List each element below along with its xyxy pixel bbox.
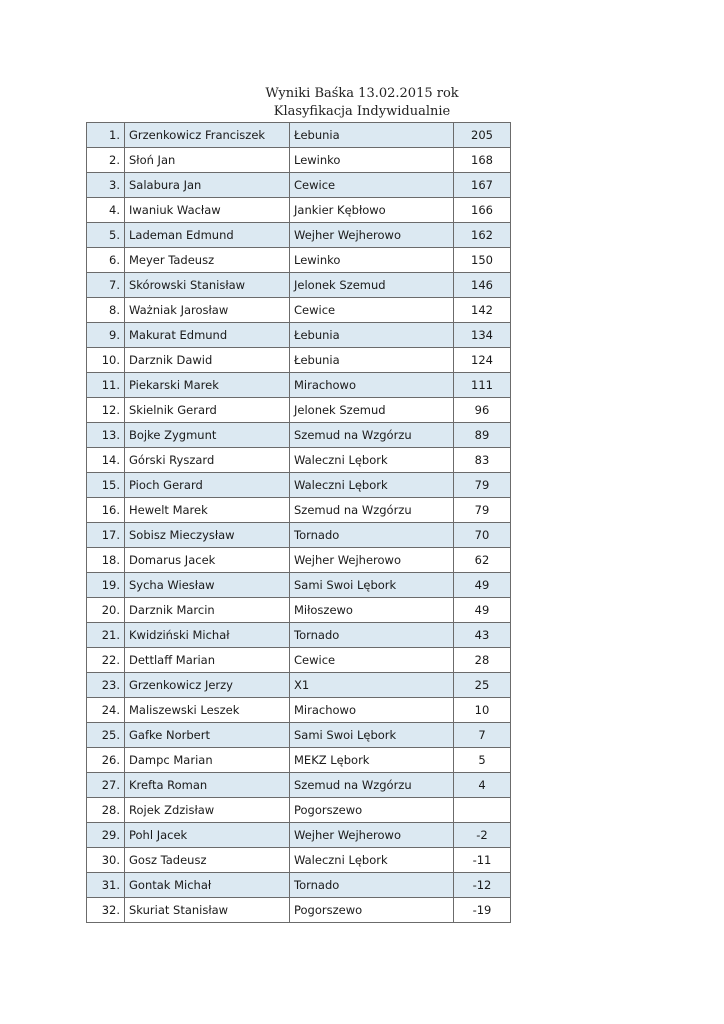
points-cell: 205: [454, 123, 511, 148]
results-table-body: [87, 123, 511, 923]
club-name-cell: MEKZ Lębork: [290, 748, 454, 773]
club-name-cell: Sami Swoi Lębork: [290, 723, 454, 748]
table-row: [87, 273, 511, 298]
points-cell: -2: [454, 823, 511, 848]
place-cell: 9.: [87, 323, 125, 348]
table-row: [87, 473, 511, 498]
club-name-cell: Jankier Kębłowo: [290, 198, 454, 223]
place-cell: 25.: [87, 723, 125, 748]
points-cell: 10: [454, 698, 511, 723]
competitor-name-cell: Hewelt Marek: [125, 498, 290, 523]
club-name-cell: Wejher Wejherowo: [290, 823, 454, 848]
table-row: [87, 623, 511, 648]
points-cell: 168: [454, 148, 511, 173]
points-cell: -12: [454, 873, 511, 898]
table-row: [87, 573, 511, 598]
table-row: [87, 773, 511, 798]
club-name-cell: Tornado: [290, 873, 454, 898]
table-row: [87, 198, 511, 223]
points-cell: 167: [454, 173, 511, 198]
competitor-name-cell: Skórowski Stanisław: [125, 273, 290, 298]
table-row: [87, 348, 511, 373]
points-cell: 166: [454, 198, 511, 223]
place-cell: 3.: [87, 173, 125, 198]
place-cell: 21.: [87, 623, 125, 648]
points-cell: 142: [454, 298, 511, 323]
points-cell: 96: [454, 398, 511, 423]
club-name-cell: Waleczni Lębork: [290, 848, 454, 873]
competitor-name-cell: Kwidziński Michał: [125, 623, 290, 648]
competitor-name-cell: Maliszewski Leszek: [125, 698, 290, 723]
points-cell: -11: [454, 848, 511, 873]
club-name-cell: Lewinko: [290, 248, 454, 273]
club-name-cell: Sami Swoi Lębork: [290, 573, 454, 598]
competitor-name-cell: Dettlaff Marian: [125, 648, 290, 673]
place-cell: 32.: [87, 898, 125, 923]
table-row: [87, 548, 511, 573]
club-name-cell: Szemud na Wzgórzu: [290, 423, 454, 448]
competitor-name-cell: Gontak Michał: [125, 873, 290, 898]
competitor-name-cell: Salabura Jan: [125, 173, 290, 198]
place-cell: 19.: [87, 573, 125, 598]
place-cell: 13.: [87, 423, 125, 448]
points-cell: 49: [454, 598, 511, 623]
table-row: [87, 648, 511, 673]
table-row: [87, 898, 511, 923]
table-row: [87, 498, 511, 523]
competitor-name-cell: Dampc Marian: [125, 748, 290, 773]
competitor-name-cell: Rojek Zdzisław: [125, 798, 290, 823]
competitor-name-cell: Darznik Dawid: [125, 348, 290, 373]
place-cell: 24.: [87, 698, 125, 723]
club-name-cell: Jelonek Szemud: [290, 273, 454, 298]
place-cell: 22.: [87, 648, 125, 673]
table-row: [87, 173, 511, 198]
competitor-name-cell: Górski Ryszard: [125, 448, 290, 473]
table-row: [87, 223, 511, 248]
points-cell: 79: [454, 473, 511, 498]
points-cell: 124: [454, 348, 511, 373]
competitor-name-cell: Meyer Tadeusz: [125, 248, 290, 273]
results-table: [86, 122, 511, 923]
competitor-name-cell: Iwaniuk Wacław: [125, 198, 290, 223]
points-cell: 70: [454, 523, 511, 548]
points-cell: 150: [454, 248, 511, 273]
club-name-cell: Jelonek Szemud: [290, 398, 454, 423]
table-row: [87, 148, 511, 173]
competitor-name-cell: Makurat Edmund: [125, 323, 290, 348]
club-name-cell: Łebunia: [290, 348, 454, 373]
club-name-cell: Mirachowo: [290, 373, 454, 398]
table-row: [87, 723, 511, 748]
table-row: [87, 673, 511, 698]
table-row: [87, 448, 511, 473]
club-name-cell: Lewinko: [290, 148, 454, 173]
document-subtitle: Klasyfikacja Indywidualnie: [273, 104, 451, 119]
place-cell: 23.: [87, 673, 125, 698]
points-cell: 79: [454, 498, 511, 523]
place-cell: 16.: [87, 498, 125, 523]
competitor-name-cell: Grzenkowicz Jerzy: [125, 673, 290, 698]
points-cell: [454, 798, 511, 823]
table-row: [87, 748, 511, 773]
place-cell: 28.: [87, 798, 125, 823]
place-cell: 20.: [87, 598, 125, 623]
club-name-cell: Wejher Wejherowo: [290, 548, 454, 573]
place-cell: 5.: [87, 223, 125, 248]
competitor-name-cell: Gafke Norbert: [125, 723, 290, 748]
competitor-name-cell: Lademan Edmund: [125, 223, 290, 248]
table-row: [87, 423, 511, 448]
club-name-cell: Waleczni Lębork: [290, 473, 454, 498]
table-row: [87, 848, 511, 873]
document-title: Wyniki Baśka 13.02.2015 rok: [265, 86, 459, 101]
table-row: [87, 798, 511, 823]
place-cell: 27.: [87, 773, 125, 798]
points-cell: 89: [454, 423, 511, 448]
points-cell: 62: [454, 548, 511, 573]
place-cell: 29.: [87, 823, 125, 848]
club-name-cell: Cewice: [290, 298, 454, 323]
points-cell: 28: [454, 648, 511, 673]
points-cell: 25: [454, 673, 511, 698]
club-name-cell: Pogorszewo: [290, 898, 454, 923]
competitor-name-cell: Darznik Marcin: [125, 598, 290, 623]
table-row: [87, 298, 511, 323]
competitor-name-cell: Ważniak Jarosław: [125, 298, 290, 323]
club-name-cell: Szemud na Wzgórzu: [290, 773, 454, 798]
place-cell: 7.: [87, 273, 125, 298]
competitor-name-cell: Gosz Tadeusz: [125, 848, 290, 873]
place-cell: 4.: [87, 198, 125, 223]
table-row: [87, 398, 511, 423]
place-cell: 18.: [87, 548, 125, 573]
table-row: [87, 598, 511, 623]
competitor-name-cell: Bojke Zygmunt: [125, 423, 290, 448]
table-row: [87, 373, 511, 398]
place-cell: 31.: [87, 873, 125, 898]
points-cell: 5: [454, 748, 511, 773]
club-name-cell: Pogorszewo: [290, 798, 454, 823]
table-row: [87, 698, 511, 723]
table-row: [87, 873, 511, 898]
club-name-cell: Szemud na Wzgórzu: [290, 498, 454, 523]
points-cell: 4: [454, 773, 511, 798]
competitor-name-cell: Pohl Jacek: [125, 823, 290, 848]
table-row: [87, 123, 511, 148]
club-name-cell: Tornado: [290, 623, 454, 648]
points-cell: 111: [454, 373, 511, 398]
points-cell: 49: [454, 573, 511, 598]
points-cell: 43: [454, 623, 511, 648]
points-cell: 146: [454, 273, 511, 298]
place-cell: 15.: [87, 473, 125, 498]
competitor-name-cell: Sycha Wiesław: [125, 573, 290, 598]
competitor-name-cell: Sobisz Mieczysław: [125, 523, 290, 548]
points-cell: -19: [454, 898, 511, 923]
place-cell: 30.: [87, 848, 125, 873]
competitor-name-cell: Piekarski Marek: [125, 373, 290, 398]
club-name-cell: X1: [290, 673, 454, 698]
competitor-name-cell: Skuriat Stanisław: [125, 898, 290, 923]
place-cell: 10.: [87, 348, 125, 373]
table-row: [87, 823, 511, 848]
place-cell: 6.: [87, 248, 125, 273]
club-name-cell: Łebunia: [290, 123, 454, 148]
place-cell: 12.: [87, 398, 125, 423]
club-name-cell: Mirachowo: [290, 698, 454, 723]
place-cell: 8.: [87, 298, 125, 323]
points-cell: 134: [454, 323, 511, 348]
table-row: [87, 523, 511, 548]
competitor-name-cell: Grzenkowicz Franciszek: [125, 123, 290, 148]
competitor-name-cell: Krefta Roman: [125, 773, 290, 798]
club-name-cell: Waleczni Lębork: [290, 448, 454, 473]
place-cell: 11.: [87, 373, 125, 398]
place-cell: 2.: [87, 148, 125, 173]
competitor-name-cell: Słoń Jan: [125, 148, 290, 173]
competitor-name-cell: Skielnik Gerard: [125, 398, 290, 423]
points-cell: 83: [454, 448, 511, 473]
points-cell: 7: [454, 723, 511, 748]
place-cell: 26.: [87, 748, 125, 773]
club-name-cell: Wejher Wejherowo: [290, 223, 454, 248]
table-row: [87, 323, 511, 348]
table-row: [87, 248, 511, 273]
place-cell: 1.: [87, 123, 125, 148]
points-cell: 162: [454, 223, 511, 248]
place-cell: 14.: [87, 448, 125, 473]
competitor-name-cell: Pioch Gerard: [125, 473, 290, 498]
club-name-cell: Tornado: [290, 523, 454, 548]
club-name-cell: Cewice: [290, 173, 454, 198]
club-name-cell: Łebunia: [290, 323, 454, 348]
place-cell: 17.: [87, 523, 125, 548]
club-name-cell: Miłoszewo: [290, 598, 454, 623]
club-name-cell: Cewice: [290, 648, 454, 673]
competitor-name-cell: Domarus Jacek: [125, 548, 290, 573]
